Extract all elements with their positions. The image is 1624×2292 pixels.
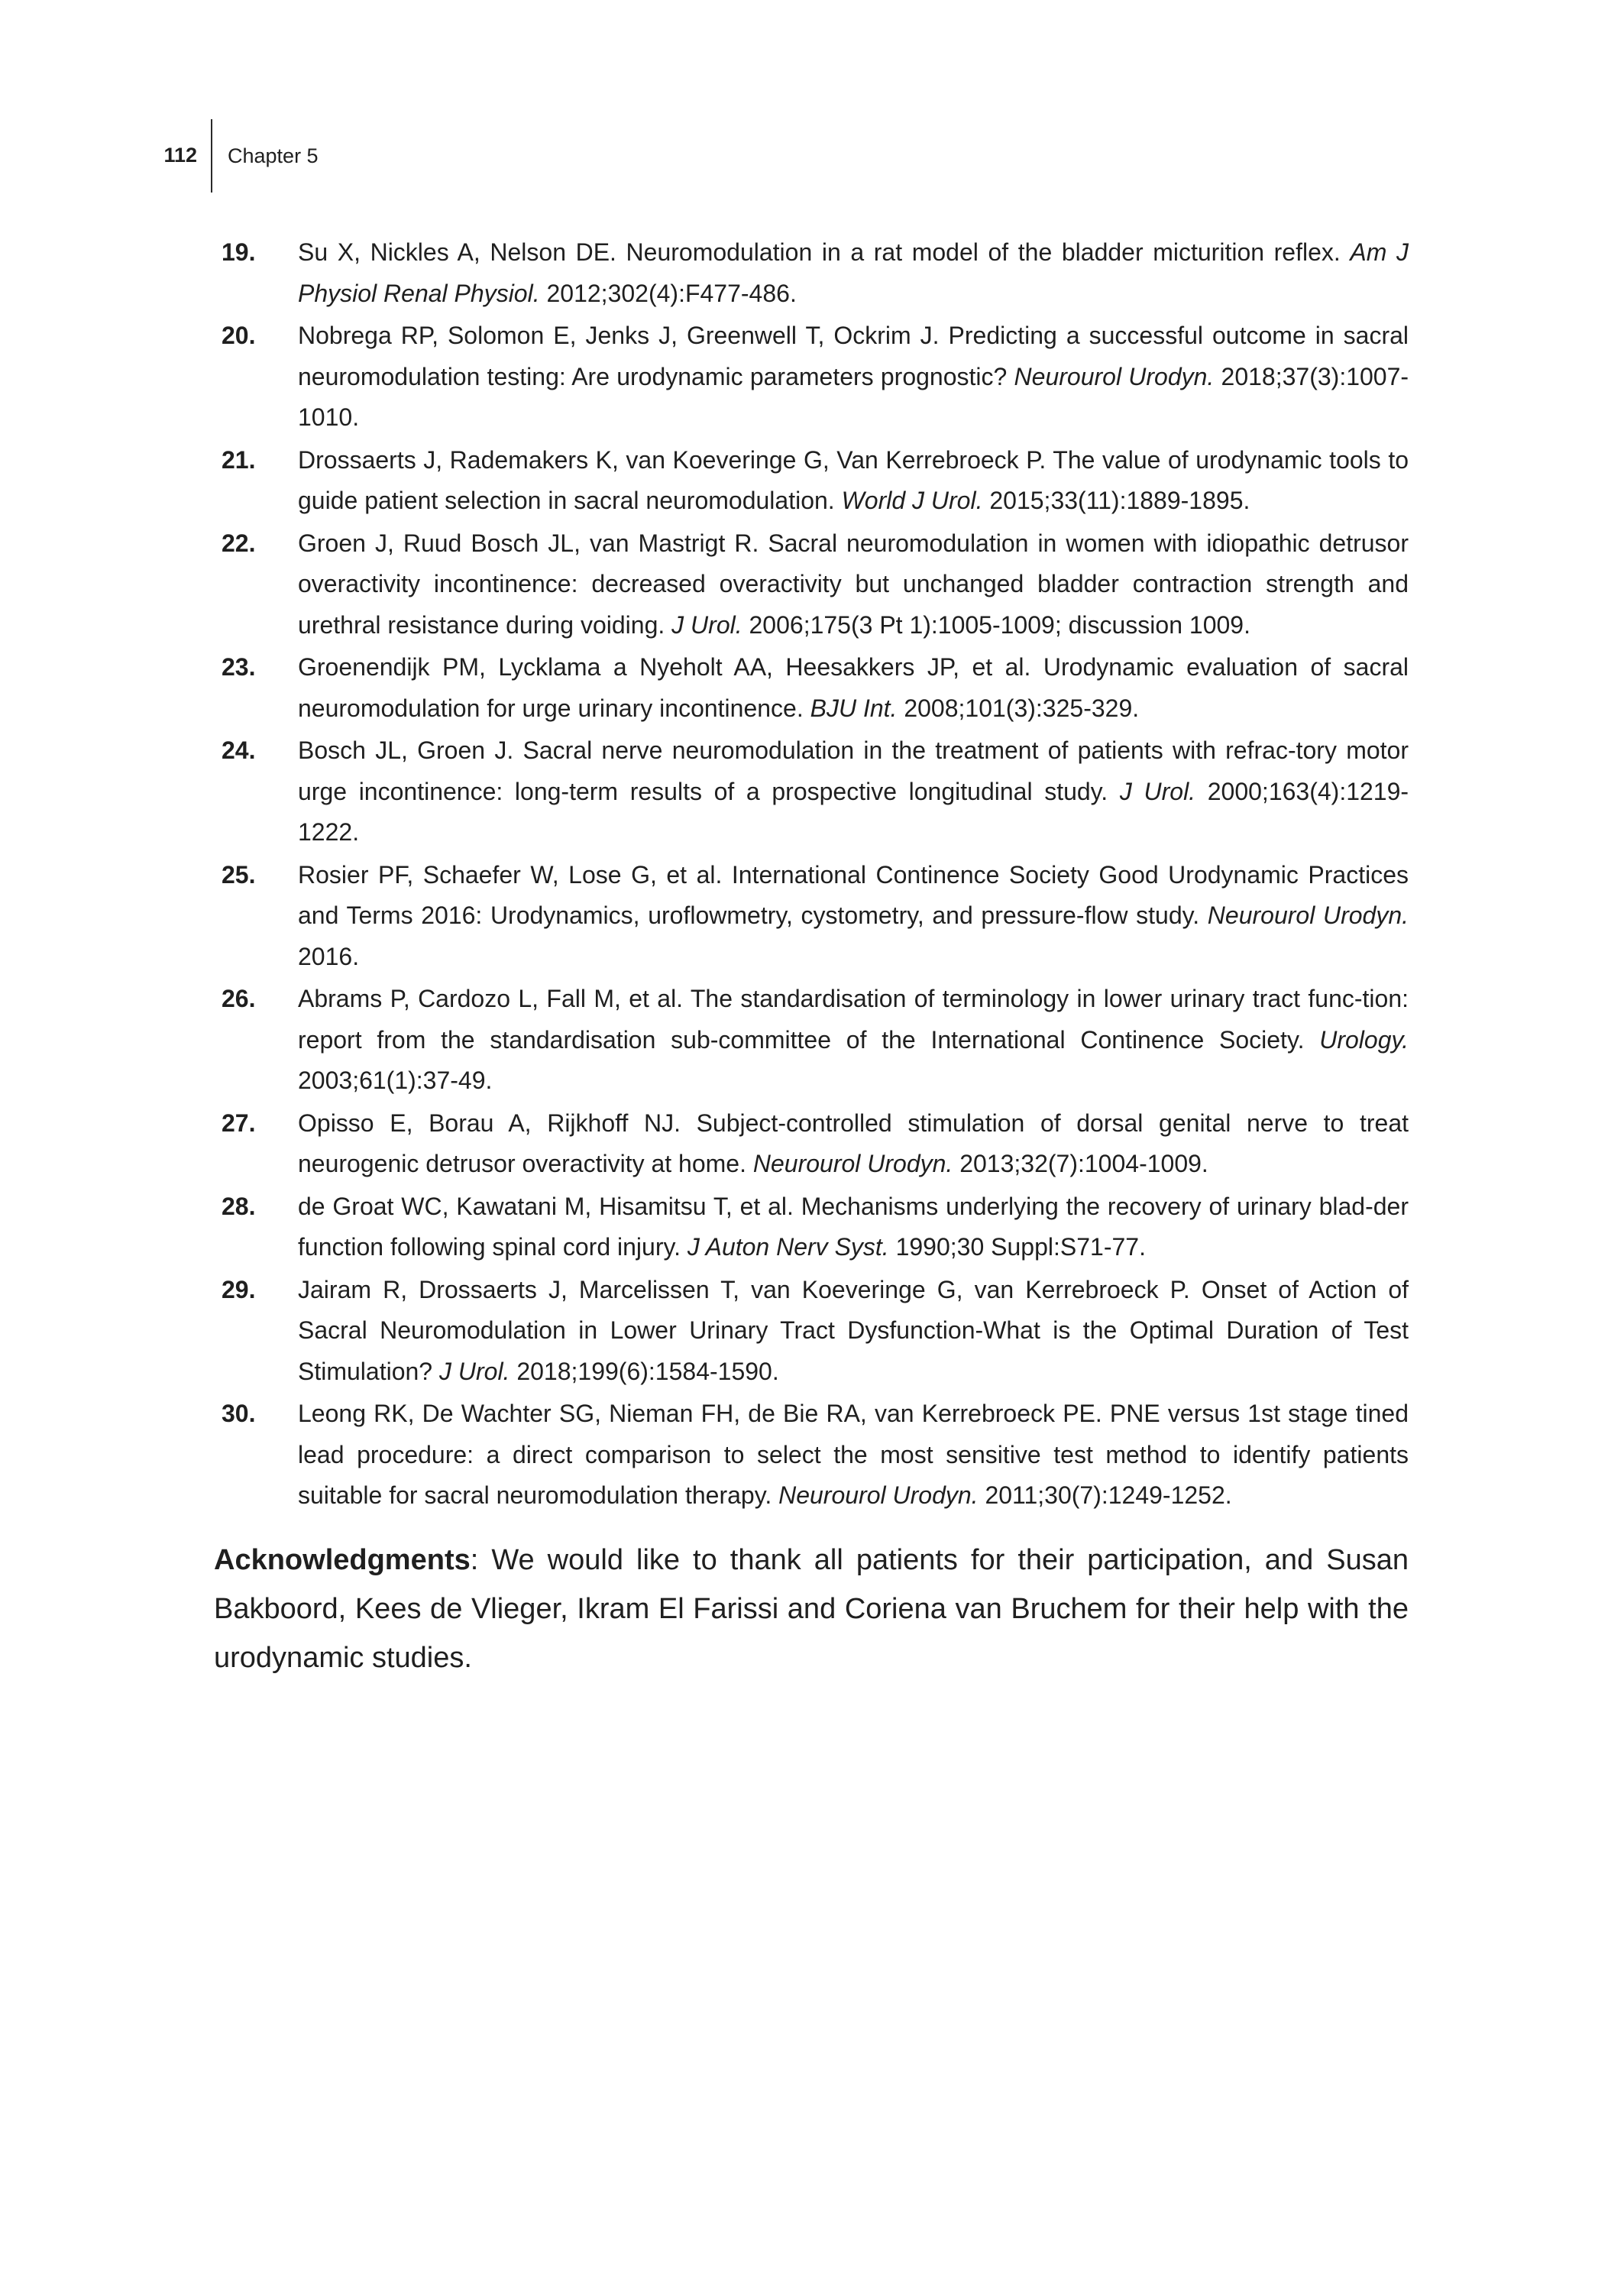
reference-text <box>298 523 1409 646</box>
reference-text <box>298 730 1409 853</box>
reference-item <box>222 232 1409 314</box>
acknowledgments-paragraph <box>214 1536 1409 1682</box>
reference-journal: Neurourol Urodyn. <box>1207 902 1409 929</box>
reference-text <box>298 1394 1409 1517</box>
reference-authors-title: Groen J, Ruud Bosch JL, van Mastrigt R. Sacral neuromodulation in women with idiopathic detrusor overactivity incontinence: decreased overactivity but unchanged bladder contraction strength and urethral resistance during voiding. <box>298 529 1409 639</box>
reference-item <box>222 730 1409 853</box>
reference-item <box>222 316 1409 439</box>
reference-authors-title: Groenendijk PM, Lycklama a Nyeholt AA, Heesakkers JP, et al. Urodynamic evaluation of sacral neuromodulation for urge urinary incontinence. <box>298 653 1409 722</box>
reference-authors-title: Rosier PF, Schaefer W, Lose G, et al. International Continence Society Good Urodynamic Practices and Terms 2016: Urodynamics, uroflowmetry, cystometry, and pressure-flow study. <box>298 860 1409 929</box>
acknowledgments-title: Acknowledgments <box>214 1544 471 1576</box>
reference-citation: 2000;163(4):1219-1222. <box>298 777 1409 846</box>
reference-text <box>298 647 1409 729</box>
reference-journal: J Urol. <box>1119 777 1196 805</box>
reference-citation: 2006;175(3 Pt 1):1005-1009; discussion 1009. <box>749 610 1250 639</box>
reference-text <box>298 1103 1409 1185</box>
header-divider <box>211 119 212 193</box>
page-number: 112 <box>163 144 197 167</box>
reference-item <box>222 1103 1409 1185</box>
reference-item <box>222 1394 1409 1517</box>
reference-item <box>222 440 1409 522</box>
reference-journal: J Urol. <box>671 610 742 639</box>
reference-number: 19. <box>222 238 256 266</box>
reference-journal: Neurourol Urodyn. <box>1014 362 1215 390</box>
reference-citation: 2013;32(7):1004-1009. <box>959 1150 1208 1177</box>
reference-text <box>298 979 1409 1102</box>
reference-journal: J Urol. <box>438 1357 510 1385</box>
reference-number: 22. <box>222 529 256 557</box>
reference-number: 20. <box>222 322 256 349</box>
reference-number: 25. <box>222 860 256 889</box>
reference-authors-title: Drossaerts J, Rademakers K, van Koeveringe G, Van Kerrebroeck P. The value of urodynamic tools to guide patient selection in sacral neuromodulation. <box>298 445 1409 514</box>
reference-citation: 1990;30 Suppl:S71-77. <box>895 1233 1146 1261</box>
reference-text <box>298 232 1409 314</box>
reference-text <box>298 855 1409 978</box>
reference-authors-title: Nobrega RP, Solomon E, Jenks J, Greenwell T, Ockrim J. Predicting a successful outcome in sacral neuromodulation testing: Are urodynamic parameters prognostic? <box>298 322 1409 390</box>
reference-number: 27. <box>222 1109 256 1137</box>
reference-number: 24. <box>222 736 256 764</box>
reference-citation: 2016. <box>298 942 360 970</box>
reference-authors-title: de Groat WC, Kawatani M, Hisamitsu T, et al. Mechanisms underlying the recovery of urinary blad-der function following spinal cord injury. <box>298 1192 1409 1261</box>
reference-journal: J Auton Nerv Syst. <box>687 1233 889 1261</box>
reference-citation: 2015;33(11):1889-1895. <box>989 487 1250 514</box>
reference-number: 23. <box>222 653 256 681</box>
reference-text <box>298 1186 1409 1268</box>
reference-authors-title: Bosch JL, Groen J. Sacral nerve neuromodulation in the treatment of patients with refrac-tory motor urge incontinence: long-term results of a prospective longitudinal study. <box>298 736 1409 805</box>
reference-journal: Urology. <box>1319 1025 1409 1054</box>
reference-item <box>222 647 1409 729</box>
reference-authors-title: Abrams P, Cardozo L, Fall M, et al. The standardisation of terminology in lower urinary tract func-tion: report from the standardisation sub-committee of the International Continence Society. <box>298 985 1409 1054</box>
reference-journal: World J Urol. <box>841 487 983 514</box>
reference-text <box>298 440 1409 522</box>
reference-item <box>222 1270 1409 1393</box>
reference-citation: 2018;37(3):1007-1010. <box>298 362 1409 431</box>
reference-citation: 2018;199(6):1584-1590. <box>516 1357 779 1385</box>
reference-journal: Neurourol Urodyn. <box>778 1481 979 1509</box>
reference-number: 30. <box>222 1400 256 1427</box>
reference-number: 29. <box>222 1275 256 1303</box>
running-head: Chapter 5 <box>228 144 319 167</box>
reference-item <box>222 523 1409 646</box>
reference-citation: 2011;30(7):1249-1252. <box>985 1481 1232 1509</box>
reference-number: 26. <box>222 985 256 1012</box>
reference-citation: 2012;302(4):F477-486. <box>546 279 797 307</box>
reference-journal: Neurourol Urodyn. <box>752 1150 953 1177</box>
reference-journal: Am J Physiol Renal Physiol. <box>298 238 1409 307</box>
reference-citation: 2008;101(3):325-329. <box>904 694 1140 722</box>
reference-text <box>298 1270 1409 1393</box>
reference-citation: 2003;61(1):37-49. <box>298 1067 493 1094</box>
reference-number: 28. <box>222 1192 256 1220</box>
reference-text <box>298 316 1409 439</box>
reference-item <box>222 979 1409 1102</box>
reference-item <box>222 855 1409 978</box>
reference-authors-title: Opisso E, Borau A, Rijkhoff NJ. Subject-controlled stimulation of dorsal genital nerve to treat neurogenic detrusor overactivity at home. <box>298 1109 1409 1177</box>
reference-number: 21. <box>222 445 256 474</box>
reference-list <box>222 232 1409 1518</box>
acknowledgments-text: : We would like to thank all patients for their participation, and Susan Bakboord, Kees de Vlieger, Ikram El Farissi and Coriena van Bruchem for their help with the urodynamic studies. <box>214 1544 1409 1674</box>
reference-authors-title: Leong RK, De Wachter SG, Nieman FH, de Bie RA, van Kerrebroeck PE. PNE versus 1st stage tined lead procedure: a direct comparison to select the most sensitive test method to identify patients suitable for sacral neuromodulation therapy. <box>298 1400 1409 1509</box>
reference-journal: BJU Int. <box>810 694 898 722</box>
reference-authors-title: Su X, Nickles A, Nelson DE. Neuromodulation in a rat model of the bladder micturition reflex. <box>298 238 1341 266</box>
reference-authors-title: Jairam R, Drossaerts J, Marcelissen T, van Koeveringe G, van Kerrebroeck P. Onset of Action of Sacral Neuromodulation in Lower Urinary Tract Dysfunction-What is the Optimal Duration of Test Stimulation? <box>298 1275 1409 1385</box>
reference-item <box>222 1186 1409 1268</box>
